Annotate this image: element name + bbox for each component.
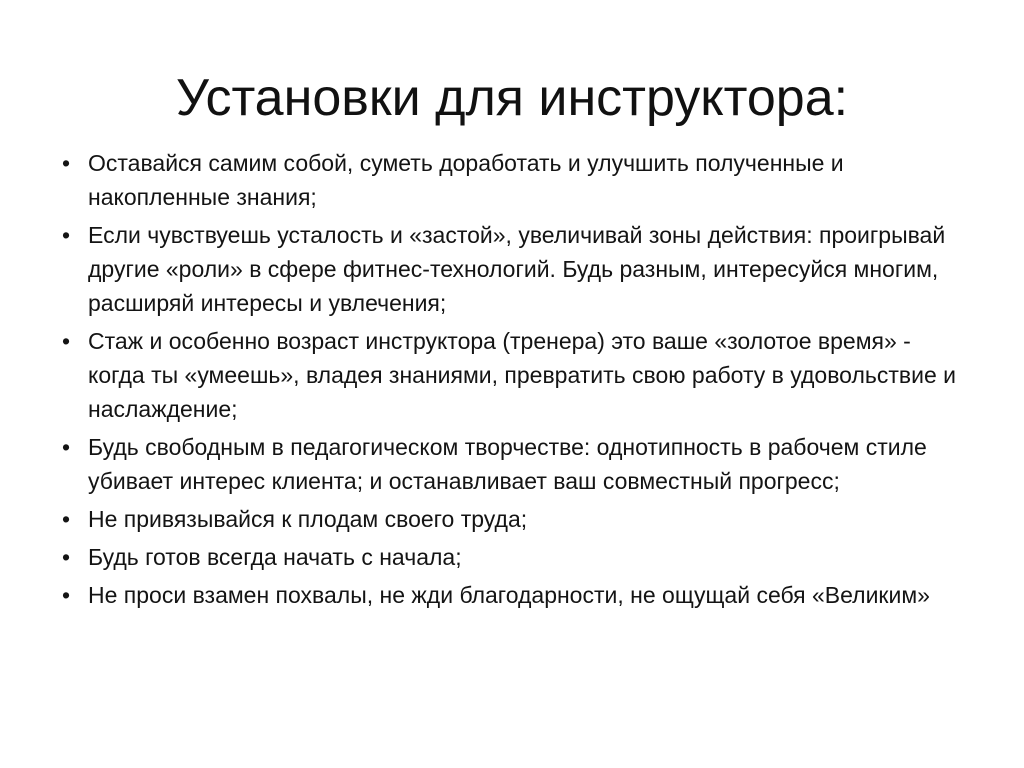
bullet-item — [62, 578, 972, 612]
bullet-dot-icon: • — [62, 150, 71, 176]
bullet-item — [62, 218, 972, 320]
bullet-text: Не привязывайся к плодам своего труда; — [88, 506, 528, 532]
bullet-text: Стаж и особенно возраст инструктора (тренера) это ваше «золотое время» - когда ты «умеешь», владея знаниями, превратить свою работу в удовольствие и наслаждение; — [88, 328, 956, 422]
bullet-item — [62, 502, 972, 536]
bullet-text: Будь свободным в педагогическом творчестве: однотипность в рабочем стиле убивает интерес клиента; и останавливает ваш совместный прогресс; — [88, 434, 927, 494]
bullet-item — [62, 324, 972, 426]
slide-title: Установки для инструктора: — [175, 69, 849, 127]
bullet-dot-icon: • — [62, 328, 71, 354]
bullet-text: Если чувствуешь усталость и «застой», увеличивай зоны действия: проигрывай другие «роли» в сфере фитнес-технологий. Будь разным, интересуйся многим, расширяй интересы и увлечения; — [88, 222, 946, 316]
bullet-list — [62, 146, 972, 616]
bullet-text: Будь готов всегда начать с начала; — [88, 544, 462, 570]
bullet-dot-icon: • — [62, 506, 71, 532]
bullet-text: Не проси взамен похвалы, не жди благодарности, не ощущай себя «Великим» — [88, 582, 930, 608]
bullet-dot-icon: • — [62, 434, 71, 460]
bullet-item — [62, 430, 972, 498]
bullet-text: Оставайся самим собой, суметь доработать и улучшить полученные и накопленные знания; — [88, 150, 844, 210]
bullet-dot-icon: • — [62, 582, 71, 608]
bullet-item — [62, 540, 972, 574]
bullet-dot-icon: • — [62, 544, 71, 570]
bullet-dot-icon: • — [62, 222, 71, 248]
bullet-item — [62, 146, 972, 214]
